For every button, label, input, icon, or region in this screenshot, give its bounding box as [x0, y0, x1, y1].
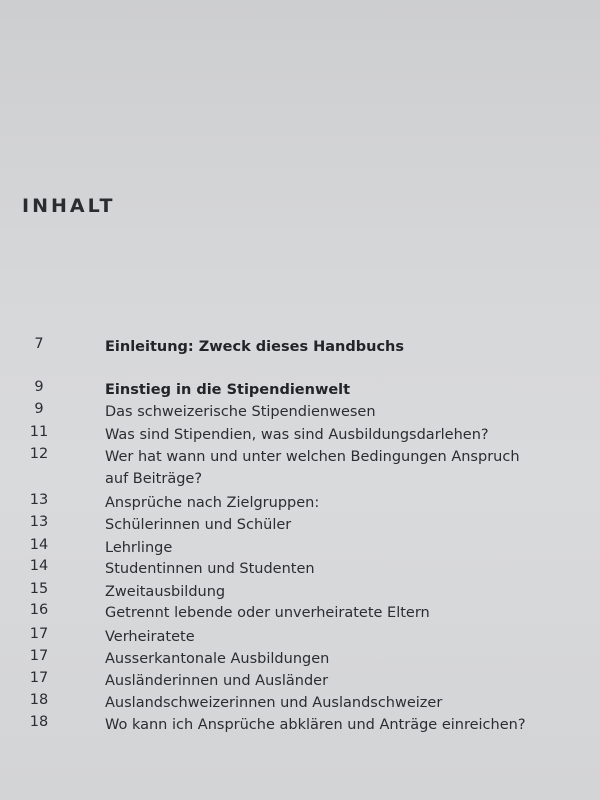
toc-entry-text: Ansprüche nach Zielgruppen: [105, 495, 320, 511]
toc-entry-text: Getrennt lebende oder unverheiratete Eltern [105, 605, 430, 621]
toc-page-number: 12 [29, 446, 49, 462]
toc-entry-text: Ausserkantonale Ausbildungen [105, 651, 330, 667]
page-title: INHALT [22, 195, 116, 217]
toc-page-number: 17 [29, 648, 49, 664]
toc-page-number: 17 [29, 626, 49, 642]
toc-page-number: 13 [29, 492, 49, 508]
toc-entry-text: Studentinnen und Studenten [105, 561, 315, 577]
toc-page-number: 17 [29, 670, 49, 686]
toc-page-number: 13 [29, 514, 49, 530]
toc-page-number: 18 [29, 692, 49, 708]
toc-entry-text: Einstieg in die Stipendienwelt [105, 382, 351, 398]
toc-entry-text: Was sind Stipendien, was sind Ausbildungsdarlehen? [105, 427, 489, 443]
toc-page-number: 14 [29, 537, 49, 553]
toc-page-number: 9 [34, 401, 44, 417]
toc-entry-text: Auslandschweizerinnen und Auslandschweizer [105, 695, 443, 711]
toc-entry-text: Das schweizerische Stipendienwesen [105, 404, 376, 420]
toc-page-number: 9 [34, 379, 44, 395]
toc-entry-text: Ausländerinnen und Ausländer [105, 673, 329, 689]
toc-entry-text: Wo kann ich Ansprüche abklären und Anträge einreichen? [105, 717, 526, 733]
toc-page-number: 16 [29, 602, 49, 618]
toc-page-number: 11 [29, 424, 49, 440]
toc-entry-text: Einleitung: Zweck dieses Handbuchs [105, 339, 405, 355]
toc-entry-text: Schülerinnen und Schüler [105, 517, 292, 533]
toc-entry-text: Lehrlinge [105, 540, 173, 556]
toc-entry-text: Verheiratete [105, 629, 195, 645]
toc-entry-text: Wer hat wann und unter welchen Bedingungen Anspruch auf Beiträge? [105, 449, 520, 487]
toc-page-number: 18 [29, 714, 49, 730]
toc-entry-text: Zweitausbildung [105, 584, 226, 600]
toc-page-number: 7 [34, 336, 44, 352]
toc-page-number: 15 [29, 581, 49, 597]
toc-page-number: 14 [29, 558, 49, 574]
